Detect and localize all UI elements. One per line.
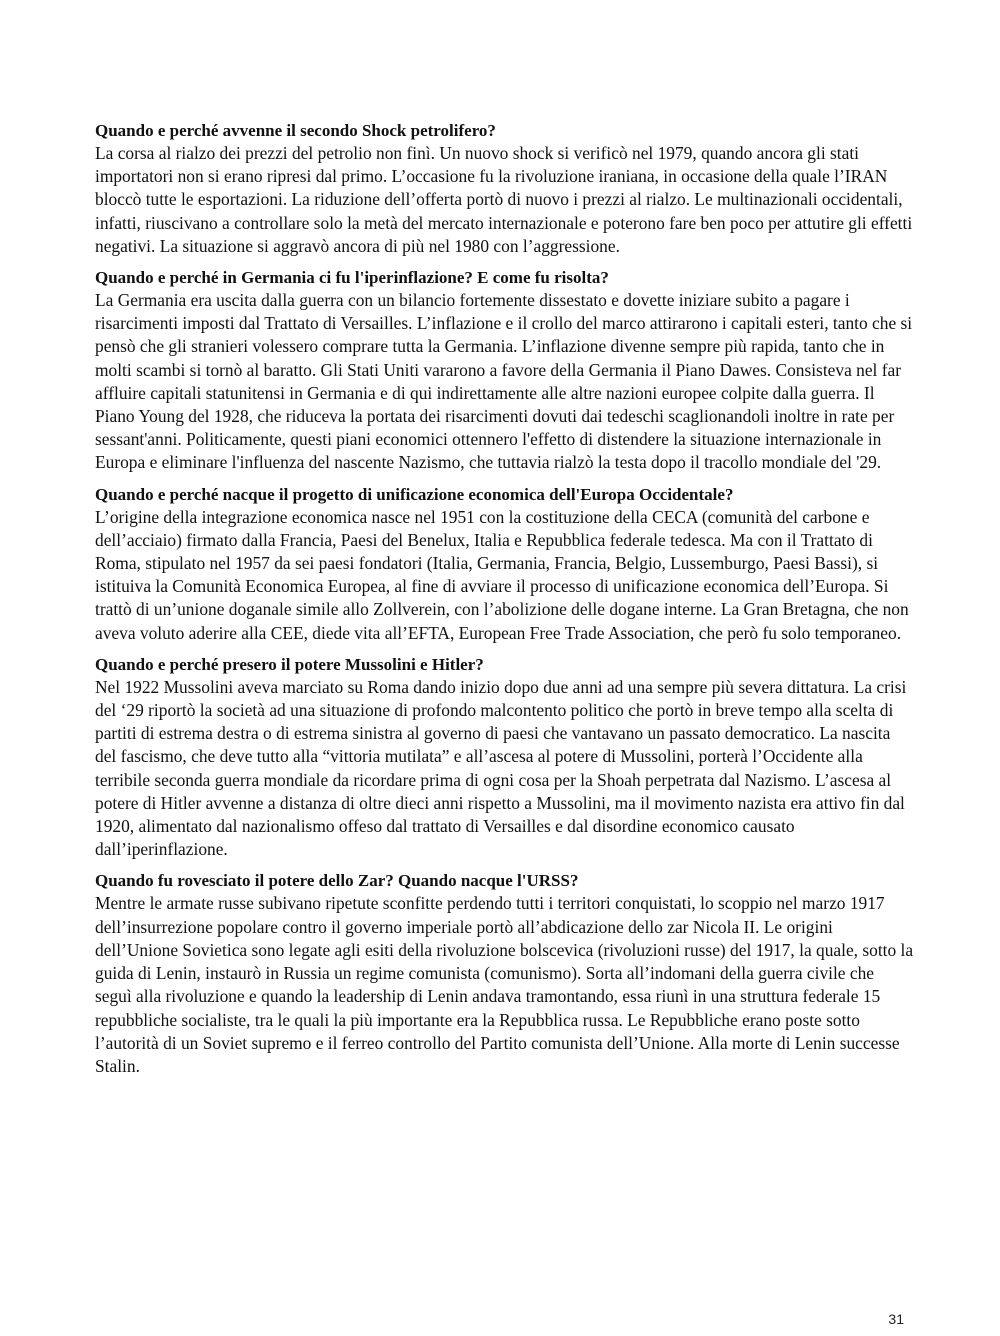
section-answer: Mentre le armate russe subivano ripetute sconfitte perdendo tutti i territori conquistati, lo scoppio nel marzo 1917 dell’insurrezione popolare contro il governo imperiale portò all’abdicazione dello zar Nicola II. Le origini dell’Unione Sovietica sono legate agli esiti della rivoluzione bolscevica (rivoluzioni russe) del 1917, la quale, sotto la guida di Lenin, instaurò in Russia un regime comunista (comunismo). Sorta all’indomani della guerra civile che seguì alla rivoluzione e quando la leadership di Lenin andava tramontando, essa riunì in una struttura federale 15 repubbliche socialiste, tra le quali la più importante era la Repubblica russa. Le Repubbliche erano poste sotto l’autorità di un Soviet supremo e il ferreo controllo del Partito comunista dell’Unione. Alla morte di Lenin successe Stalin. [95, 893, 914, 1076]
section-question: Quando fu rovesciato il potere dello Zar? Quando nacque l'URSS? [95, 871, 579, 891]
section-question: Quando e perché nacque il progetto di unificazione economica dell'Europa Occidentale? [95, 484, 734, 504]
section-answer: La Germania era uscita dalla guerra con un bilancio fortemente dissestato e dovette iniziare subito a pagare i risarcimenti imposti dal Trattato di Versailles. L’inflazione e il crollo del marco attirarono i capitali esteri, tanto che si pensò che gli stranieri volessero comprare tutta la Germania. L’inflazione divenne sempre più rapida, tanto che in molti scambi si tornò al baratto. Gli Stati Uniti vararono a favore della Germania il Piano Dawes. Consisteva nel far affluire capitali statunitensi in Germania e di qui indirettamente alle altre nazioni europee colpite dalla guerra. Il Piano Young del 1928, che riduceva la portata dei risarcimenti dovuti dai tedeschi scaglionandoli inoltre in rate per sessant'anni. Politicamente, questi piani economici ottennero l'effetto di distendere la situazione internazionale in Europa e eliminare l'influenza del nascente Nazismo, che tuttavia rialzò la testa dopo il tracollo mondiale del '29. [95, 290, 913, 473]
section-question: Quando e perché presero il potere Mussolini e Hitler? [95, 654, 484, 674]
section-answer: La corsa al rialzo dei prezzi del petrolio non finì. Un nuovo shock si verificò nel 1979, quando ancora gli stati importatori non si erano ripresi dal primo. L’occasione fu la rivoluzione iraniana, in occasione della quale l’IRAN bloccò tutte le esportazioni. La riduzione dell’offerta portò di nuovo i prezzi al rialzo. Le multinazionali occidentali, infatti, riuscivano a controllare solo la metà del mercato internazionale e poterono fare ben poco per attutire gli effetti negativi. La situazione si aggravò ancora di più nel 1980 con l’aggressione. [95, 143, 913, 256]
page-number: 31 [888, 1311, 904, 1327]
section-hyperinflation [95, 266, 915, 475]
section-answer: L’origine della integrazione economica nasce nel 1951 con la costituzione della CECA (comunità del carbone e dell’acciaio) firmato dalla Francia, Paesi del Benelux, Italia e Repubblica federale tedesca. Ma con il Trattato di Roma, stipulato nel 1957 da sei paesi fondatori (Italia, Germania, Francia, Belgio, Lussemburgo, Paesi Bassi), si istituiva la Comunità Economica Europea, al fine di avviare il processo di unificazione economica dell’Europa. Si trattò di un’unione doganale simile allo Zollverein, con l’abolizione delle dogane interne. La Gran Bretagna, che non aveva voluto aderire alla CEE, diede vita all’EFTA, European Free Trade Association, che però fu solo temporaneo. [95, 506, 909, 643]
section-question: Quando e perché avvenne il secondo Shock petrolifero? [95, 121, 496, 140]
section-european-unification [95, 483, 915, 645]
section-mussolini-hitler [95, 653, 915, 862]
section-question: Quando e perché in Germania ci fu l'iperinflazione? E come fu risolta? [95, 268, 609, 288]
section-oil-shock [95, 119, 915, 258]
page-content [95, 119, 915, 1086]
section-answer: Nel 1922 Mussolini aveva marciato su Roma dando inizio dopo due anni ad una sempre più severa dittatura. La crisi del ‘29 riportò la società ad una situazione di profondo malcontento politico che portò in breve tempo alla scelta di partiti di estrema destra o di estrema sinistra al governo di paesi che vantavano un passato democratico. La nascita del fascismo, che deve tutto alla “vittoria mutilata” e all’ascesa al potere di Mussolini, porterà l’Occidente alla terribile seconda guerra mondiale da ricordare prima di ogni cosa per la Shoah perpetrata dal Nazismo. L’ascesa al potere di Hitler avvenne a distanza di oltre dieci anni rispetto a Mussolini, ma il movimento nazista era attivo fin dal 1920, alimentato dal nazionalismo offeso dal trattato di Versailles e dal disordine economico causato dall’iperinflazione. [95, 676, 907, 860]
section-tsar-ussr [95, 869, 915, 1078]
